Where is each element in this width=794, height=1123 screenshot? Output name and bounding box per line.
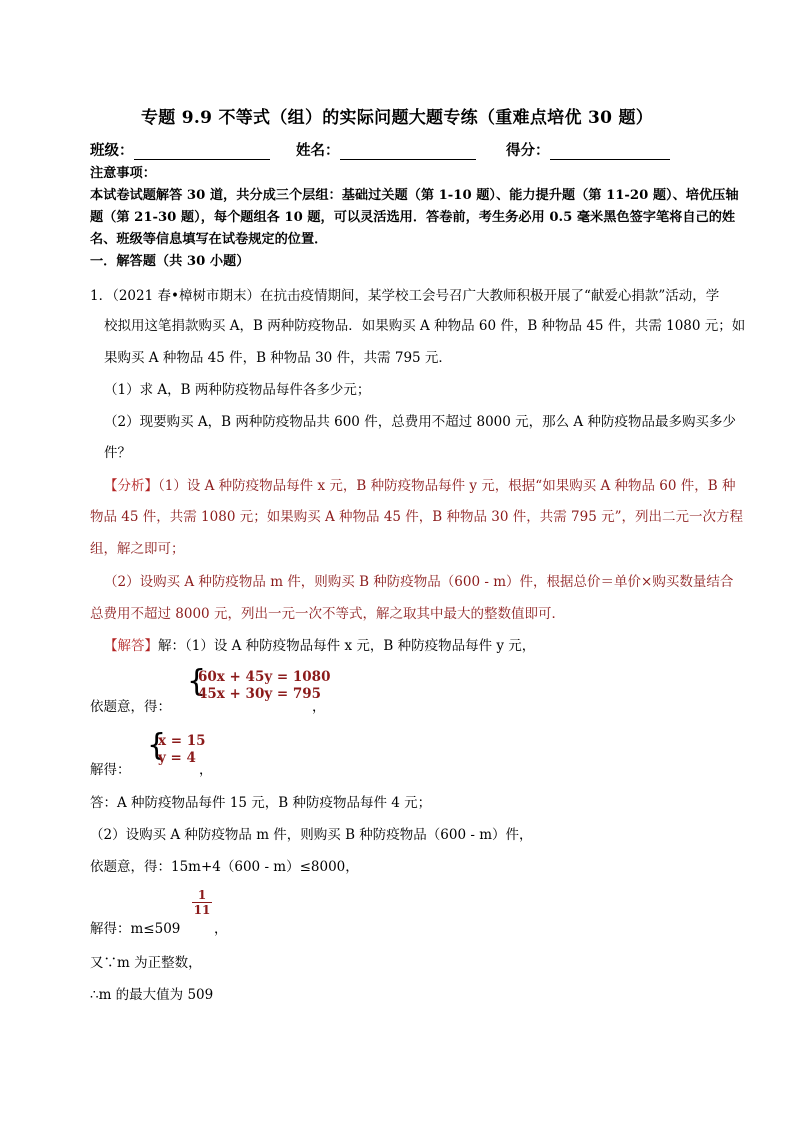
- score-label: 得分：: [506, 142, 550, 159]
- page-title: 专题 9.9 不等式（组）的实际问题大题专练（重难点培优 30 题）: [140, 108, 654, 128]
- answer-text-1: 解：（1）设 A 种防疫物品每件 x 元，B 种防疫物品每件 y 元，: [158, 638, 536, 654]
- score-blank[interactable]: [550, 143, 670, 160]
- equation-1: 60x + 45y = 1080: [198, 669, 331, 685]
- max-value-line: ∴m 的最大值为 509: [90, 987, 214, 1003]
- inequality-line: 依题意，得：15m+4（600 - m）≤8000，: [90, 859, 359, 875]
- class-field: [90, 139, 270, 160]
- name-field: [296, 139, 476, 160]
- equation-2: 45x + 30y = 795: [198, 686, 322, 702]
- equation-brace: {: [187, 664, 207, 699]
- question-line-1: 1．（2021 春•樟树市期末）在抗击疫情期间，某学校工会号召广大教师积极开展了“献爱心捐款”活动，学: [90, 288, 720, 304]
- question-line-2: 校拟用这笔捐款购买 A，B 两种防疫物品．如果购买 A 种物品 60 件，B 种物品 45 件，共需 1080 元；如: [104, 318, 746, 334]
- name-label: 姓名：: [296, 142, 340, 159]
- equation-comma: ，: [312, 699, 326, 715]
- analysis-line-1: [104, 474, 736, 494]
- notice-line-3: 名、班级等信息填写在试卷规定的位置．: [90, 232, 328, 247]
- question-sub-1: （1）求 A，B 两种防疫物品每件各多少元；: [104, 382, 371, 398]
- name-blank[interactable]: [340, 143, 476, 160]
- class-label: 班级：: [90, 142, 134, 159]
- analysis-tag: 【分析】: [104, 478, 158, 494]
- section-heading: 一．解答题（共 30 小题）: [90, 254, 250, 269]
- fraction-comma: ，: [214, 921, 228, 937]
- solution-comma: ，: [199, 762, 213, 778]
- question-sub-2b: 件？: [104, 445, 131, 461]
- answer-line-1: [104, 634, 535, 654]
- answer-tag: 【解答】: [104, 638, 158, 654]
- solution-y: y = 4: [158, 750, 196, 766]
- notice-line-1: 本试卷试题解答 30 道，共分成三个层组：基础过关题（第 1-10 题）、能力提升题（第 11-20 题）、培优压轴: [90, 188, 739, 203]
- notice-heading: 注意事项：: [90, 166, 156, 181]
- also-line: 又∵m 为正整数，: [90, 955, 202, 971]
- solution-x: x = 15: [158, 733, 206, 749]
- solve-label: 解得：: [90, 762, 131, 778]
- analysis-line-4: （2）设购买 A 种防疫物品 m 件，则购买 B 种防疫物品（600 - m）件，根据总价＝单价×购买数量结合: [104, 574, 734, 590]
- analysis-line-2: 物品 45 件，共需 1080 元；如果购买 A 种物品 45 件，B 种物品 30 件，共需 795 元”，列出二元一次方程: [90, 509, 744, 525]
- analysis-text-1: （1）设 A 种防疫物品每件 x 元，B 种防疫物品每件 y 元，根据“如果购买 A 种物品 60 件，B 种: [158, 478, 736, 494]
- question-line-3: 果购买 A 种物品 45 件，B 种物品 30 件，共需 795 元．: [104, 350, 452, 366]
- question-sub-2a: （2）现要购买 A，B 两种防疫物品共 600 件，总费用不超过 8000 元，那么 A 种防疫物品最多购买多少: [104, 414, 736, 430]
- solve-2-label: 解得：m≤509: [90, 921, 181, 937]
- score-field: [506, 139, 670, 160]
- analysis-line-5: 总费用不超过 8000 元，列出一元一次不等式，解之取其中最大的整数值即可．: [90, 606, 565, 622]
- solution-brace: {: [147, 728, 167, 763]
- fraction-numerator: 1: [192, 888, 212, 903]
- by-problem-label: 依题意，得：: [90, 699, 171, 715]
- answer-statement: 答：A 种防疫物品每件 15 元，B 种防疫物品每件 4 元；: [90, 795, 432, 811]
- class-blank[interactable]: [134, 143, 270, 160]
- fraction-denominator: 11: [193, 903, 211, 917]
- part-2-line: （2）设购买 A 种防疫物品 m 件，则购买 B 种防疫物品（600 - m）件，: [90, 827, 533, 843]
- notice-line-2: 题（第 21-30 题），每个题组各 10 题，可以灵活选用．答卷前，考生务必用 0.5 毫米黑色签字笔将自己的姓: [90, 210, 736, 225]
- analysis-line-3: 组，解之即可；: [90, 541, 185, 557]
- fraction-one-eleventh: [192, 888, 212, 917]
